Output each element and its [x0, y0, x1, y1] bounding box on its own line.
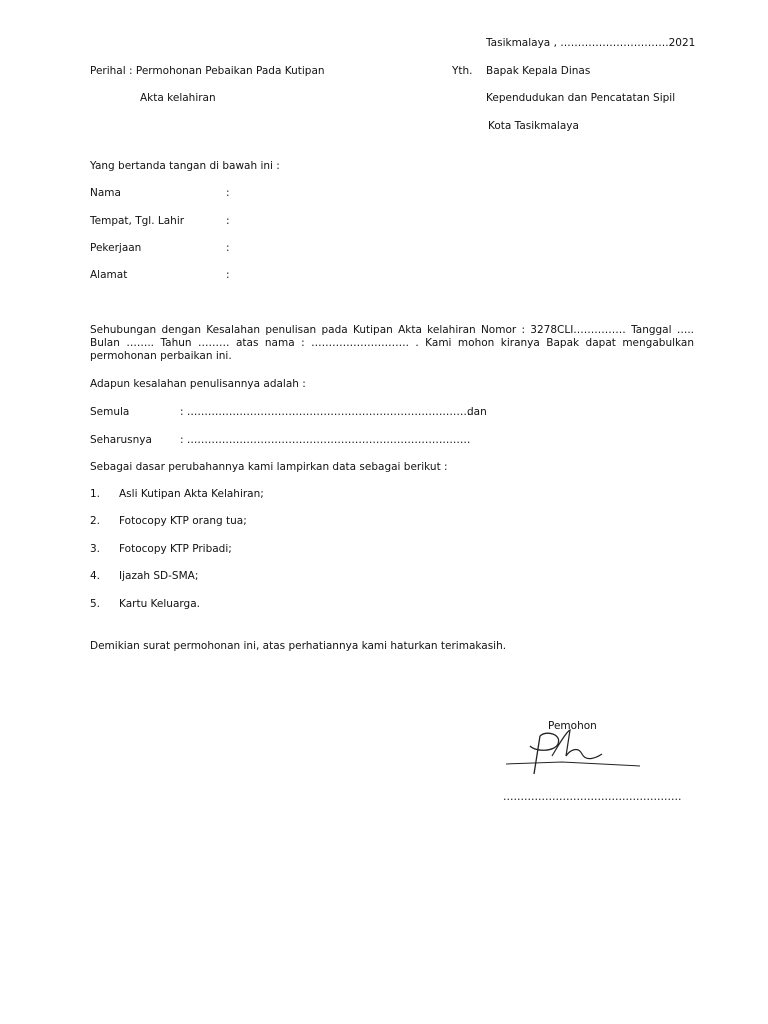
recipient-line-3: Kota Tasikmalaya [488, 120, 579, 132]
errors-title: Adapun kesalahan penulisannya adalah : [90, 378, 306, 390]
attachment-text: Asli Kutipan Akta Kelahiran; [119, 488, 264, 500]
attachments-title: Sebagai dasar perubahannya kami lampirkan data sebagai berikut : [90, 461, 448, 473]
field-nama-label: Nama [90, 187, 121, 199]
attachment-num: 3. [90, 543, 101, 555]
intro-text: Yang bertanda tangan di bawah ini : [90, 160, 280, 172]
yth-label: Yth. [452, 65, 473, 77]
signature-label: Pemohon [548, 720, 597, 732]
field-alamat-colon: : [226, 269, 230, 281]
attachment-num: 5. [90, 598, 101, 610]
attachment-num: 2. [90, 515, 101, 527]
subject-continuation: Akta kelahiran [140, 92, 216, 104]
field-ttl-colon: : [226, 215, 230, 227]
recipient-line-2: Kependudukan dan Pencatatan Sipil [486, 92, 676, 104]
attachment-text: Fotocopy KTP Pribadi; [119, 543, 232, 555]
place-date: Tasikmalaya , ………………………….2021 [486, 37, 696, 49]
attachment-num: 4. [90, 570, 101, 582]
seharusnya-value: : ……………………………………………………………………… [180, 434, 471, 446]
semula-label: Semula [90, 406, 130, 418]
attachment-text: Kartu Keluarga. [119, 598, 200, 610]
semula-value: : ……………………………………………………………………… [180, 406, 471, 418]
attachment-num: 1. [90, 488, 101, 500]
subject-line: Perihal : Permohonan Pebaikan Pada Kutipan [90, 65, 325, 77]
signature-line: …………………………………………… [503, 791, 682, 803]
field-ttl-label: Tempat, Tgl. Lahir [90, 215, 185, 227]
recipient-line-1: Bapak Kepala Dinas [486, 65, 591, 77]
closing-text: Demikian surat permohonan ini, atas perhatiannya kami haturkan terimakasih. [90, 640, 507, 652]
field-alamat-label: Alamat [90, 269, 128, 281]
body-paragraph: Sehubungan dengan Kesalahan penulisan pada Kutipan Akta kelahiran Nomor : 3278CLI…………… Tanggal ….. Bulan …….. Tahun ……… atas nama : ………………………. . Kami mohon kiranya Bapak dapat mengabulkan permohonan perbaikan ini. [90, 324, 694, 362]
attachment-text: Ijazah SD-SMA; [119, 570, 199, 582]
field-nama-colon: : [226, 187, 230, 199]
handwritten-signature [500, 726, 645, 776]
field-pekerjaan-label: Pekerjaan [90, 242, 142, 254]
field-pekerjaan-colon: : [226, 242, 230, 254]
dan-text: dan [467, 406, 487, 418]
attachment-text: Fotocopy KTP orang tua; [119, 515, 247, 527]
seharusnya-label: Seharusnya [90, 434, 152, 446]
